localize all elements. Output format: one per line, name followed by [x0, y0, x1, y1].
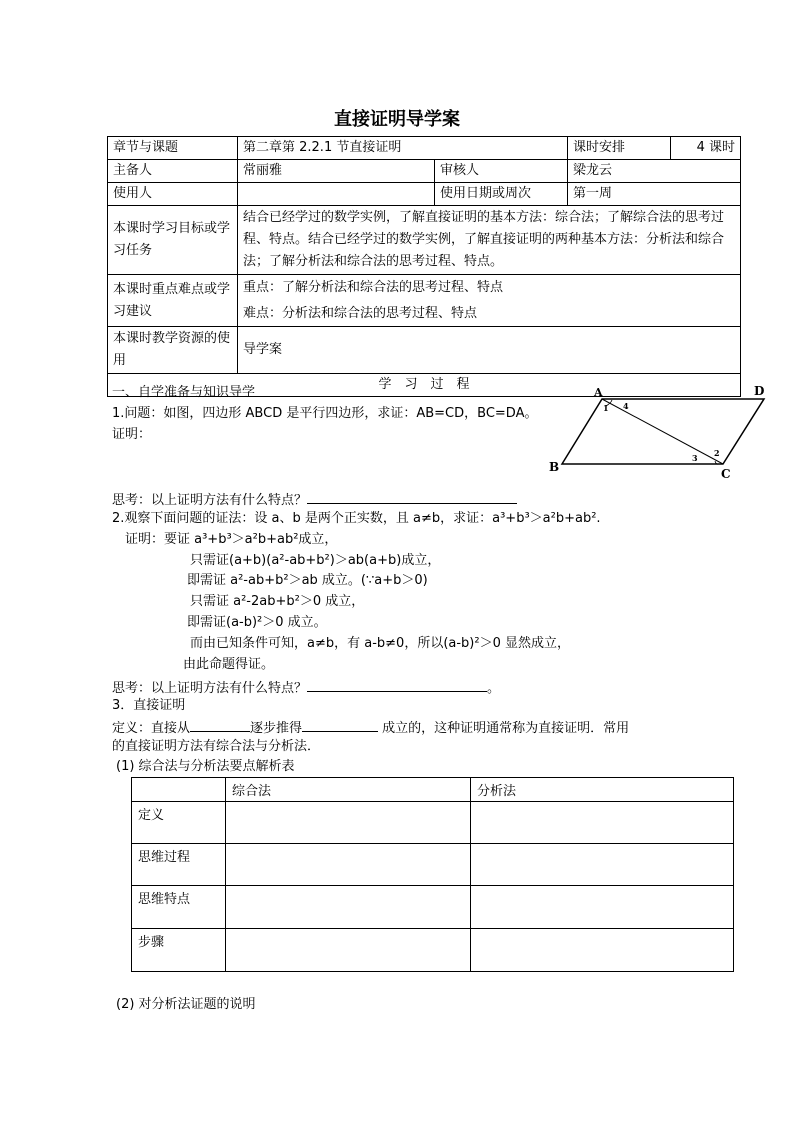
- cell-analysis-thinking-features[interactable]: [471, 886, 734, 929]
- cell-synthesis-thinking-features[interactable]: [226, 886, 471, 929]
- think-2-answer-blank[interactable]: [307, 677, 487, 692]
- row-label-definition: 定义: [132, 802, 226, 844]
- schedule-label: 课时安排: [568, 137, 671, 160]
- cell-analysis-definition[interactable]: [471, 802, 734, 844]
- user-value: [238, 183, 435, 206]
- cell-synthesis-thinking-process[interactable]: [226, 844, 471, 886]
- proof-step-6: 而由已知条件可知，a≠b，有 a-b≠0，所以(a-b)²＞0 显然成立，: [190, 636, 570, 651]
- diagonal-ac: [602, 399, 723, 464]
- think-1-answer-blank[interactable]: [307, 489, 517, 504]
- resource-value: 导学案: [238, 327, 741, 374]
- vertex-b-label: B: [549, 460, 560, 474]
- parallelogram-figure: [540, 380, 770, 480]
- vertex-c-label: C: [721, 467, 731, 480]
- schedule-value: 4 课时: [671, 137, 741, 160]
- date-value: 第一周: [568, 183, 741, 206]
- think-2-period: 。: [487, 681, 501, 696]
- proof-step-5: 即需证(a-b)²＞0 成立。: [187, 615, 327, 630]
- definition-blank-2[interactable]: [302, 717, 378, 732]
- reviewer-label: 审核人: [435, 160, 568, 183]
- preparer-label: 主备人: [108, 160, 238, 183]
- header-analysis: 分析法: [471, 778, 734, 802]
- angle-4-label: 4: [623, 401, 629, 411]
- preparer-value: 常丽雅: [238, 160, 435, 183]
- reviewer-value: 梁龙云: [568, 160, 741, 183]
- process-header: 学 习 过 程: [108, 374, 741, 397]
- difficult-point: 难点：分析法和综合法的思考过程、特点: [243, 305, 478, 321]
- definition-blank-1[interactable]: [190, 717, 250, 732]
- proof-step-2: 只需证(a+b)(a²-ab+b²)＞ab(a+b)成立，: [190, 553, 441, 568]
- angle-3-label: 3: [692, 453, 698, 463]
- angle-2-label: 2: [714, 448, 720, 458]
- row-label-thinking-features: 思维特点: [132, 886, 226, 929]
- chapter-value: 第二章第 2.2.1 节直接证明: [238, 137, 568, 160]
- cell-analysis-steps[interactable]: [471, 929, 734, 972]
- proof-step-7: 由此命题得证。: [183, 657, 275, 672]
- lesson-info-table: [107, 136, 741, 397]
- chapter-label: 章节与课题: [108, 137, 238, 160]
- think-question-2: 思考：以上证明方法有什么特点？: [112, 681, 308, 696]
- header-empty-cell: [132, 778, 226, 802]
- cell-analysis-thinking-process[interactable]: [471, 844, 734, 886]
- definition-part-b: 逐步推得: [250, 721, 303, 736]
- definition-part-d: 的直接证明方法有综合法与分析法．: [112, 739, 321, 754]
- vertex-d-label: D: [754, 384, 765, 398]
- analysis-table: [131, 777, 734, 972]
- date-label: 使用日期或周次: [435, 183, 568, 206]
- definition-part-a: 定义：直接从: [112, 721, 191, 736]
- proof-step-1: 证明：要证 a³+b³＞a²b+ab²成立，: [125, 532, 338, 547]
- key-label: 本课时重点难点或学习建议: [108, 275, 238, 327]
- goal-label: 本课时学习目标或学习任务: [108, 206, 238, 275]
- cell-synthesis-steps[interactable]: [226, 929, 471, 972]
- question-1: 1.问题：如图，四边形 ABCD 是平行四边形，求证：AB=CD，BC=DA。: [112, 406, 538, 421]
- think-question-1: 思考：以上证明方法有什么特点？: [112, 493, 308, 508]
- section-heading: 一、自学准备与知识导学: [112, 385, 256, 400]
- user-label: 使用人: [108, 183, 238, 206]
- cell-synthesis-definition[interactable]: [226, 802, 471, 844]
- proof-step-4: 只需证 a²-2ab+b²＞0 成立，: [190, 594, 365, 609]
- proof-step-3: 即需证 a²-ab+b²＞ab 成立。(∵a+b＞0): [187, 573, 428, 588]
- subsection-2-title: (2) 对分析法证题的说明: [116, 997, 256, 1012]
- page-title: 直接证明导学案: [334, 109, 460, 130]
- vertex-a-label: A: [594, 386, 603, 399]
- key-point: 重点：了解分析法和综合法的思考过程、特点: [243, 279, 504, 295]
- header-synthesis: 综合法: [226, 778, 471, 802]
- question-2: 2.观察下面问题的证法：设 a、b 是两个正实数，且 a≠b，求证：a³+b³＞a²b+ab².: [112, 511, 601, 526]
- proof-label: 证明：: [112, 427, 152, 442]
- resource-label: 本课时教学资源的使用: [108, 327, 238, 374]
- row-label-thinking-process: 思维过程: [132, 844, 226, 886]
- question-3: 3．直接证明: [112, 698, 186, 713]
- definition-part-c: 成立的，这种证明通常称为直接证明．常用: [378, 721, 630, 736]
- row-label-steps: 步骤: [132, 929, 226, 972]
- subsection-1-title: (1) 综合法与分析法要点解析表: [116, 759, 295, 774]
- angle-1-label: 1: [603, 403, 609, 413]
- goal-value: 结合已经学过的数学实例，了解直接证明的基本方法：综合法；了解综合法的思考过程、特点。结合已经学过的数学实例，了解直接证明的两种基本方法：分析法和综合法；了解分析法和综合法的思考过程、特点。: [238, 206, 741, 275]
